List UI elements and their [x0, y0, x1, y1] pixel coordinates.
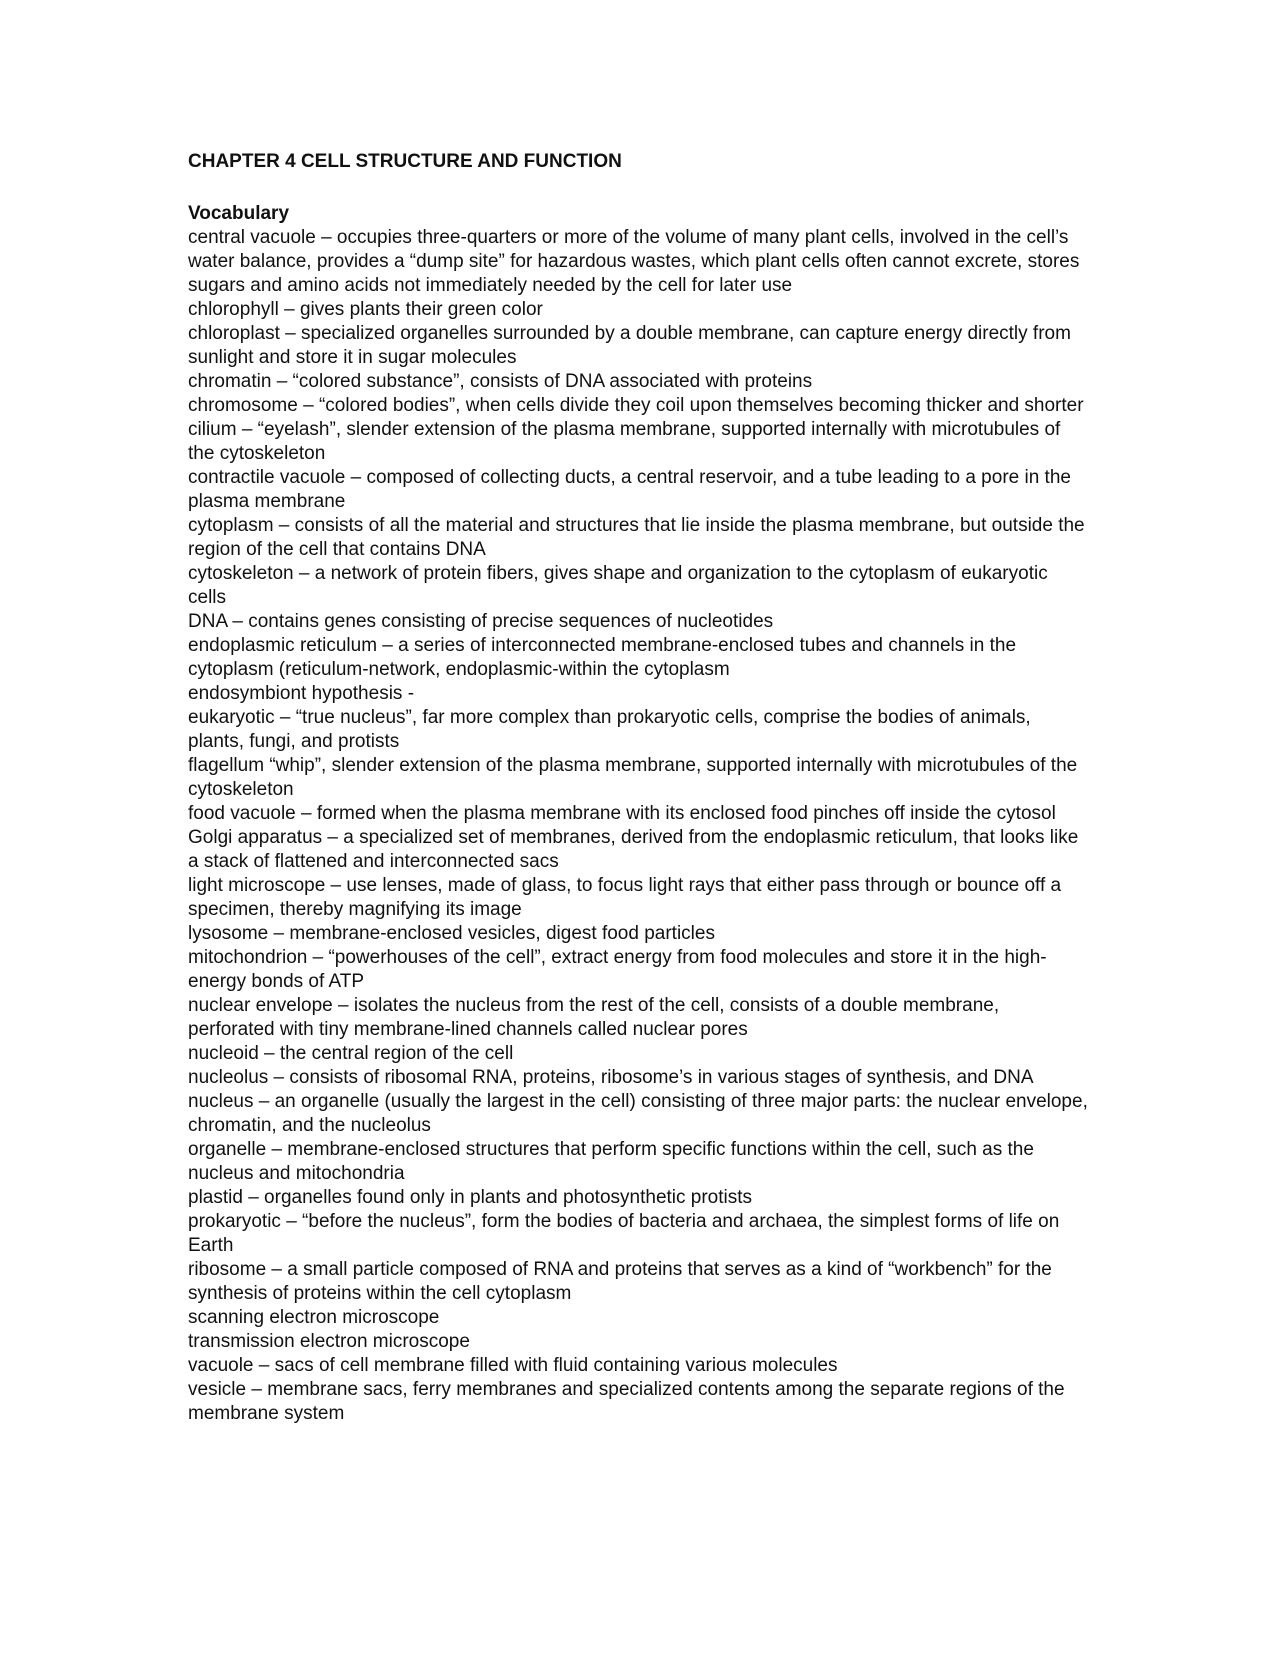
vocabulary-entry: light microscope – use lenses, made of glass, to focus light rays that either pass through or bounce off a specimen, thereby magnifying its image	[188, 875, 1062, 920]
vocabulary-entry: eukaryotic – “true nucleus”, far more complex than prokaryotic cells, comprise the bodies of animals, plants, fungi, and protists	[188, 707, 1031, 752]
vocabulary-entry: plastid – organelles found only in plants and photosynthetic protists	[188, 1187, 753, 1208]
vocabulary-entry: nuclear envelope – isolates the nucleus from the rest of the cell, consists of a double membrane, perforated with tiny membrane-lined channels called nuclear pores	[188, 995, 1000, 1040]
vocabulary-entry: nucleus – an organelle (usually the largest in the cell) consisting of three major parts: the nuclear envelope, chromatin, and the nucleolus	[188, 1091, 1088, 1136]
vocabulary-list	[188, 226, 1088, 1426]
vocabulary-entry: chromatin – “colored substance”, consists of DNA associated with proteins	[188, 371, 813, 392]
document-title: CHAPTER 4 CELL STRUCTURE AND FUNCTION	[188, 151, 622, 172]
vocabulary-entry: nucleoid – the central region of the cell	[188, 1043, 514, 1064]
vocabulary-entry: nucleolus – consists of ribosomal RNA, proteins, ribosome’s in various stages of synthesis, and DNA	[188, 1067, 1034, 1088]
vocabulary-entry: lysosome – membrane-enclosed vesicles, digest food particles	[188, 923, 715, 944]
vocabulary-entry: vacuole – sacs of cell membrane filled with fluid containing various molecules	[188, 1355, 838, 1376]
vocabulary-entry: Golgi apparatus – a specialized set of membranes, derived from the endoplasmic reticulum, that looks like a stack of flattened and interconnected sacs	[188, 827, 1079, 872]
vocabulary-entry: chloroplast – specialized organelles surrounded by a double membrane, can capture energy directly from sunlight and store it in sugar molecules	[188, 323, 1071, 368]
vocabulary-entry: scanning electron microscope	[188, 1307, 440, 1328]
vocabulary-entry: cilium – “eyelash”, slender extension of the plasma membrane, supported internally with microtubules of the cytoskeleton	[188, 419, 1061, 464]
vocabulary-entry: endosymbiont hypothesis -	[188, 683, 415, 704]
vocabulary-entry: organelle – membrane-enclosed structures that perform specific functions within the cell, such as the nucleus and mitochondria	[188, 1139, 1034, 1184]
vocabulary-entry: cytoplasm – consists of all the material and structures that lie inside the plasma membrane, but outside the region of the cell that contains DNA	[188, 515, 1085, 560]
vocabulary-entry: mitochondrion – “powerhouses of the cell”, extract energy from food molecules and store it in the high-energy bonds of ATP	[188, 947, 1047, 992]
vocabulary-entry: DNA – contains genes consisting of precise sequences of nucleotides	[188, 611, 774, 632]
vocabulary-entry: vesicle – membrane sacs, ferry membranes and specialized contents among the separate regions of the membrane system	[188, 1379, 1065, 1424]
document-page	[188, 150, 1088, 1426]
vocabulary-entry: contractile vacuole – composed of collecting ducts, a central reservoir, and a tube leading to a pore in the plasma membrane	[188, 467, 1071, 512]
vocabulary-entry: flagellum “whip”, slender extension of the plasma membrane, supported internally with microtubules of the cytoskeleton	[188, 755, 1078, 800]
vocabulary-entry: ribosome – a small particle composed of RNA and proteins that serves as a kind of “workbench” for the synthesis of proteins within the cell cytoplasm	[188, 1259, 1052, 1304]
vocabulary-entry: endoplasmic reticulum – a series of interconnected membrane-enclosed tubes and channels in the cytoplasm (reticulum-network, endoplasmic-within the cytoplasm	[188, 635, 1017, 680]
vocabulary-entry: transmission electron microscope	[188, 1331, 470, 1352]
vocabulary-entry: cytoskeleton – a network of protein fibers, gives shape and organization to the cytoplasm of eukaryotic cells	[188, 563, 1048, 608]
vocabulary-entry: chlorophyll – gives plants their green color	[188, 299, 543, 320]
vocabulary-entry: prokaryotic – “before the nucleus”, form the bodies of bacteria and archaea, the simplest forms of life on Earth	[188, 1211, 1060, 1256]
vocabulary-entry: food vacuole – formed when the plasma membrane with its enclosed food pinches off inside the cytosol	[188, 803, 1056, 824]
vocabulary-entry: central vacuole – occupies three-quarters or more of the volume of many plant cells, involved in the cell’s water balance, provides a “dump site” for hazardous wastes, which plant cells often cannot excrete, stores sugars and amino acids not immediately needed by the cell for later use	[188, 227, 1080, 296]
section-heading: Vocabulary	[188, 203, 290, 224]
vocabulary-entry: chromosome – “colored bodies”, when cells divide they coil upon themselves becoming thicker and shorter	[188, 395, 1084, 416]
